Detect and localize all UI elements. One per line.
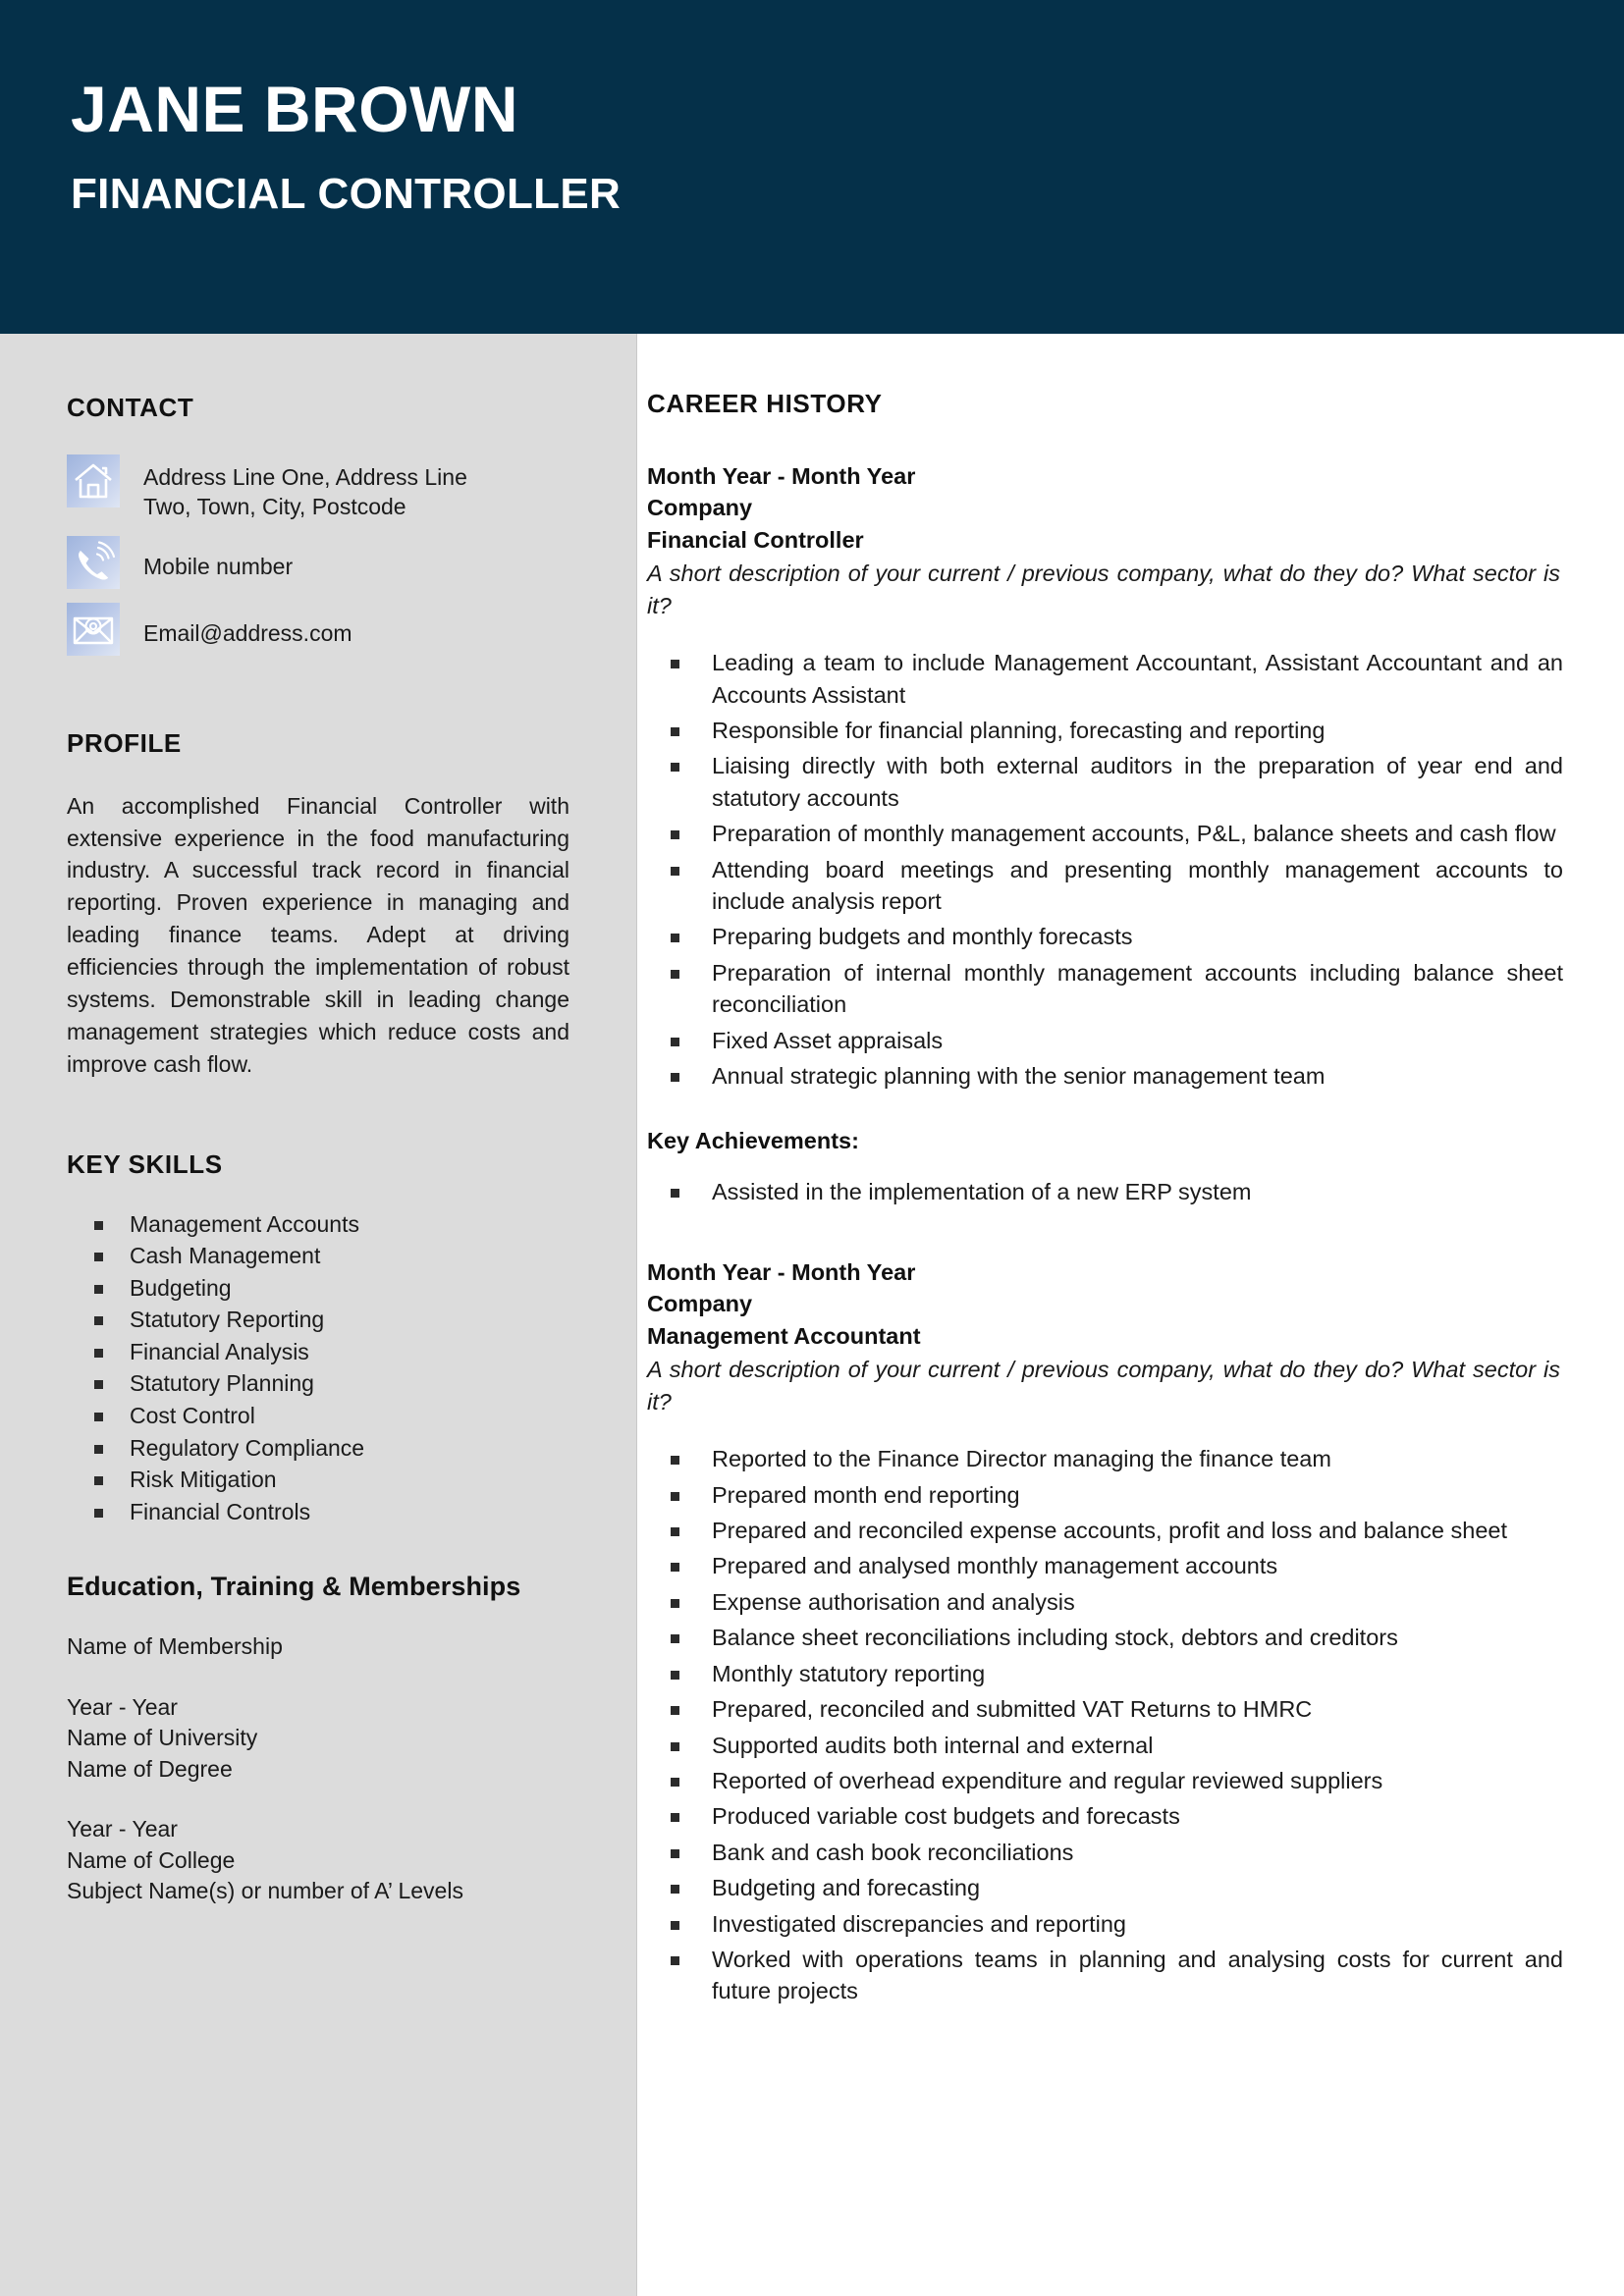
list-item: Reported to the Finance Director managing the finance team (671, 1443, 1563, 1474)
list-item: Prepared and analysed monthly management accounts (671, 1550, 1563, 1581)
education-institution: Name of University (67, 1725, 258, 1751)
job-company: Company (647, 495, 753, 521)
contact-heading: CONTACT (67, 393, 194, 422)
job-description: A short description of your current / previous company, what do they do? What sector is it? (647, 561, 1560, 618)
resume-body (0, 334, 1624, 2296)
list-item: Risk Mitigation (94, 1465, 591, 1495)
list-item: Bank and cash book reconciliations (671, 1837, 1563, 1868)
contact-list (67, 454, 591, 656)
contact-email-text: Email@address.com (143, 619, 352, 646)
career-entry (647, 460, 1563, 1207)
job-company: Company (647, 1291, 753, 1317)
job-duties-list (647, 1443, 1563, 2007)
list-item: Prepared, reconciled and submitted VAT Returns to HMRC (671, 1693, 1563, 1725)
job-duties-list (647, 647, 1563, 1092)
education-membership (67, 1631, 591, 1663)
education-heading: Education, Training & Memberships (67, 1572, 521, 1602)
education-institution: Name of College (67, 1846, 236, 1873)
list-item: Financial Controls (94, 1497, 591, 1527)
list-item: Budgeting and forecasting (671, 1872, 1563, 1903)
list-item: Supported audits both internal and external (671, 1730, 1563, 1761)
phone-icon (67, 536, 120, 589)
contact-item-address (67, 454, 591, 522)
home-icon (67, 454, 120, 507)
education-entry (67, 1692, 591, 1786)
contact-item-mobile (67, 536, 591, 589)
list-item: Worked with operations teams in planning and analysing costs for current and future projects (671, 1944, 1563, 2007)
list-item: Regulatory Compliance (94, 1433, 591, 1464)
education-years: Year - Year (67, 1693, 178, 1720)
list-item: Budgeting (94, 1273, 591, 1304)
list-item: Produced variable cost budgets and forecasts (671, 1800, 1563, 1832)
list-item: Annual strategic planning with the senior management team (671, 1060, 1563, 1092)
education-section (67, 1572, 591, 1907)
job-dates: Month Year - Month Year (647, 463, 916, 489)
list-item: Cash Management (94, 1241, 591, 1271)
contact-address-text: Address Line One, Address Line Two, Town, City, Postcode (143, 464, 467, 520)
resume-header-banner (0, 0, 1624, 334)
list-item: Responsible for financial planning, forecasting and reporting (671, 715, 1563, 746)
list-item: Preparation of monthly management accounts, P&L, balance sheets and cash flow (671, 818, 1563, 849)
job-description: A short description of your current / previous company, what do they do? What sector is it? (647, 1357, 1560, 1415)
education-years: Year - Year (67, 1816, 178, 1842)
list-item: Management Accounts (94, 1209, 591, 1240)
list-item: Prepared and reconciled expense accounts, profit and loss and balance sheet (671, 1515, 1563, 1546)
header-content (0, 0, 1624, 216)
list-item: Statutory Reporting (94, 1305, 591, 1335)
membership-name: Name of Membership (67, 1633, 283, 1660)
list-item: Preparation of internal monthly management accounts including balance sheet reconciliation (671, 957, 1563, 1021)
list-item: Assisted in the implementation of a new ERP system (671, 1176, 1563, 1207)
sidebar-column (0, 334, 636, 2296)
education-qualification: Subject Name(s) or number of A’ Levels (67, 1878, 463, 1904)
list-item: Expense authorisation and analysis (671, 1586, 1563, 1618)
key-skills-list (67, 1209, 591, 1527)
main-column (637, 334, 1624, 2296)
education-qualification: Name of Degree (67, 1755, 233, 1782)
key-achievements-list (647, 1176, 1563, 1207)
list-item: Reported of overhead expenditure and regular reviewed suppliers (671, 1765, 1563, 1796)
contact-mobile-text: Mobile number (143, 553, 294, 579)
email-icon (67, 603, 120, 656)
list-item: Prepared month end reporting (671, 1479, 1563, 1511)
list-item: Attending board meetings and presenting monthly management accounts to include analysis report (671, 854, 1563, 918)
job-role: Financial Controller (647, 526, 864, 553)
job-dates: Month Year - Month Year (647, 1259, 916, 1286)
key-skills-section (67, 1149, 591, 1527)
list-item: Monthly statutory reporting (671, 1658, 1563, 1689)
contact-item-email (67, 603, 591, 656)
list-item: Statutory Planning (94, 1368, 591, 1399)
list-item: Fixed Asset appraisals (671, 1025, 1563, 1056)
list-item: Cost Control (94, 1401, 591, 1431)
list-item: Liaising directly with both external auditors in the preparation of year end and statutory accounts (671, 750, 1563, 814)
list-item: Leading a team to include Management Accountant, Assistant Accountant and an Accounts Assistant (671, 647, 1563, 711)
key-achievements-heading: Key Achievements: (647, 1127, 859, 1153)
candidate-job-title: FINANCIAL CONTROLLER (71, 170, 622, 218)
list-item: Balance sheet reconciliations including stock, debtors and creditors (671, 1622, 1563, 1653)
education-entry (67, 1814, 591, 1907)
job-role: Management Accountant (647, 1322, 921, 1349)
list-item: Investigated discrepancies and reporting (671, 1908, 1563, 1940)
key-skills-heading: KEY SKILLS (67, 1148, 223, 1179)
profile-text: An accomplished Financial Controller with extensive experience in the food manufacturing industry. A successful track record in financial reporting. Proven experience in managing and leading finance teams. Adept at driving efficiencies through the implementation of robust systems. Demonstrable skill in leading change management strategies which reduce costs and improve cash flow. (67, 792, 569, 1077)
profile-section (67, 728, 591, 1081)
list-item: Preparing budgets and monthly forecasts (671, 921, 1563, 952)
candidate-name: JANE BROWN (71, 73, 519, 145)
profile-heading: PROFILE (67, 727, 182, 758)
career-history-heading: CAREER HISTORY (647, 389, 883, 418)
career-entry (647, 1256, 1563, 2007)
list-item: Financial Analysis (94, 1337, 591, 1367)
